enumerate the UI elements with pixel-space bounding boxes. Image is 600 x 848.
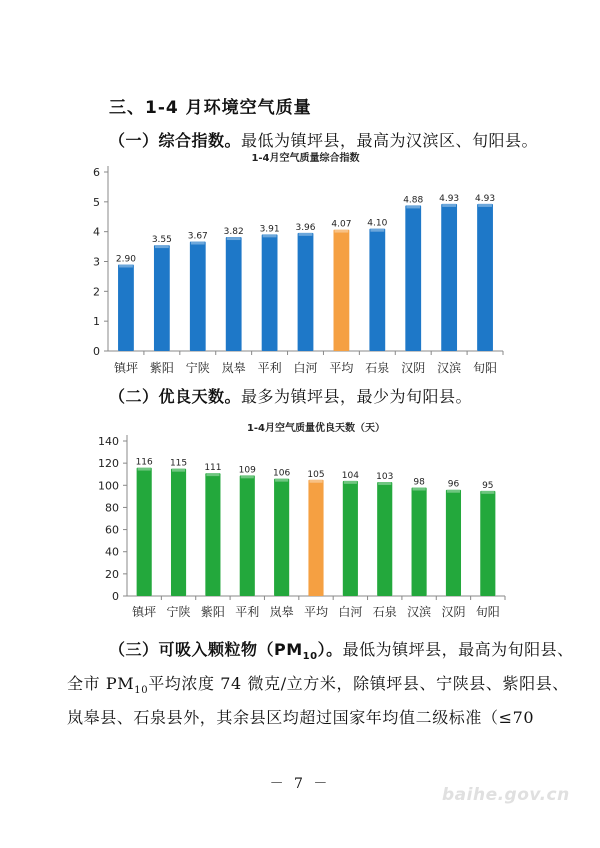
page-number: － 7 － [269,776,331,792]
paragraph-composite-index [109,128,538,151]
bar [171,469,186,596]
category-label: 汉阴 [441,605,466,619]
y-tick-label: 120 [98,457,119,471]
category-label: 白河 [338,605,363,619]
bar-value-label: 3.91 [259,224,280,235]
y-tick-label: 2 [93,285,100,299]
category-label: 白河 [293,361,318,375]
bar-value-label: 95 [482,480,494,491]
y-tick-label: 80 [105,501,119,515]
bar-highlight [309,480,322,483]
bar [377,482,392,596]
category-label: 旬阳 [473,361,498,375]
bar-highlight [378,482,391,485]
pm10-label-suffix: ）。 [317,640,343,659]
category-label: 汉滨 [407,605,432,619]
y-tick-label: 100 [98,479,119,493]
bar-value-label: 116 [135,457,153,468]
bar [480,491,495,596]
good-days-chart [0,418,600,624]
bar [262,234,278,351]
bar-value-label: 4.88 [403,195,424,206]
pm10-line2 [67,671,569,696]
category-label: 汉阴 [401,361,426,375]
category-label: 平均 [329,361,354,375]
bar [343,481,358,596]
category-label: 汉滨 [437,361,462,375]
bar [137,468,152,596]
bar-highlight [263,234,277,237]
bar-value-label: 4.93 [439,193,460,204]
pm10-line2-text: 平均浓度 74 微克/立方米，除镇坪县、宁陕县、紫阳县、 [148,674,569,693]
bar-value-label: 96 [447,479,460,490]
bar [274,479,289,596]
paragraph-composite-index-label: （一）综合指数。 [109,131,242,150]
category-label: 紫阳 [200,605,225,619]
category-label: 镇坪 [113,361,138,375]
y-tick-label: 3 [93,255,100,269]
pm10-label-prefix: （三）可吸入颗粒物（PM [109,640,303,659]
bar-highlight [172,469,185,472]
bar-value-label: 3.96 [295,222,316,233]
bar-highlight [406,205,420,208]
bar-highlight [478,204,492,207]
bar-highlight [370,229,384,232]
bar [446,490,461,596]
bar-value-label: 98 [413,477,425,488]
bar-value-label: 4.10 [367,218,388,229]
bar-highlight [275,479,288,482]
pm10-line3: 岚皋县、石泉县外，其余县区均超过国家年均值二级标准（≤70 [67,708,535,727]
paragraph-good-days-text: 最多为镇坪县，最少为旬阳县。 [241,387,473,406]
category-label: 岚皋 [269,605,294,619]
section-heading: 三、1-4 月环境空气质量 [109,98,312,118]
bar [369,229,385,351]
bar-value-label: 103 [376,471,394,482]
pm10-line1-text: 最低为镇坪县，最高为旬阳县、 [342,640,574,659]
category-label: 旬阳 [475,605,500,619]
y-tick-label: 5 [93,195,100,209]
y-tick-label: 60 [105,523,119,537]
bar-highlight [299,233,313,236]
y-tick-label: 6 [93,166,100,179]
chart-title: 1-4月空气质量优良天数（天） [246,423,386,434]
bar [405,205,421,351]
bar-value-label: 109 [238,465,256,476]
bar [205,473,220,596]
bar-highlight [241,475,254,478]
bar-highlight [191,242,205,245]
bar-highlight [413,488,426,491]
category-label: 石泉 [372,605,397,619]
watermark: baihe.gov.cn [442,785,570,805]
bar [298,233,314,351]
bar-highlight [442,204,456,207]
bar [308,480,323,596]
y-tick-label: 20 [105,567,119,581]
bar [154,245,170,351]
category-label: 宁陕 [166,605,191,619]
bar-highlight [481,491,494,494]
y-tick-label: 1 [93,315,100,329]
bar-value-label: 105 [307,469,325,480]
bar-highlight [344,481,357,484]
bar-highlight [138,468,151,471]
bar-highlight [155,245,169,248]
y-tick-label: 140 [98,435,119,448]
y-tick-label: 0 [112,590,119,603]
category-label: 平利 [257,361,282,375]
y-tick-label: 0 [93,345,100,358]
category-label: 平利 [235,605,260,619]
paragraph-pm10 [109,637,574,662]
bar [441,204,457,351]
paragraph-good-days-label: （二）优良天数。 [109,387,242,406]
paragraph-pm10-label [109,640,343,663]
y-tick-label: 40 [105,545,119,559]
chart-title: 1-4月空气质量综合指数 [251,153,360,164]
category-label: 平均 [303,605,329,619]
bar-value-label: 4.93 [475,193,496,204]
pm10-line2-sub: 10 [134,685,149,697]
bar-highlight [119,264,133,267]
bar-value-label: 3.67 [187,231,208,242]
bar-value-label: 104 [341,470,359,481]
bar-value-label: 111 [204,463,222,474]
pm10-line2-prefix: 全市 PM [67,674,135,693]
bar-value-label: 4.07 [331,219,352,230]
bar [412,488,427,597]
category-label: 镇坪 [132,605,157,619]
category-label: 紫阳 [149,361,174,375]
bar-highlight [227,237,241,240]
category-label: 宁陕 [185,361,210,375]
bar [226,237,242,351]
paragraph-composite-index-text: 最低为镇坪县，最高为汉滨区、旬阳县。 [241,131,539,150]
bar-value-label: 115 [169,458,188,469]
bar-value-label: 3.55 [151,235,172,246]
bar-value-label: 106 [273,468,291,479]
category-label: 岚皋 [221,361,246,375]
bar [334,230,350,351]
category-label: 石泉 [365,361,390,375]
bar [240,475,255,596]
bar [190,242,206,351]
pm10-label-sub: 10 [302,651,318,663]
bar [477,204,493,351]
bar [118,264,134,351]
bar-highlight [206,473,219,476]
composite-index-chart [0,150,600,382]
y-tick-label: 4 [93,225,100,239]
bar-highlight [447,490,460,493]
bar-value-label: 2.90 [115,254,136,265]
bar-value-label: 3.82 [223,227,244,238]
bar-highlight [335,230,349,233]
paragraph-good-days [109,384,472,407]
